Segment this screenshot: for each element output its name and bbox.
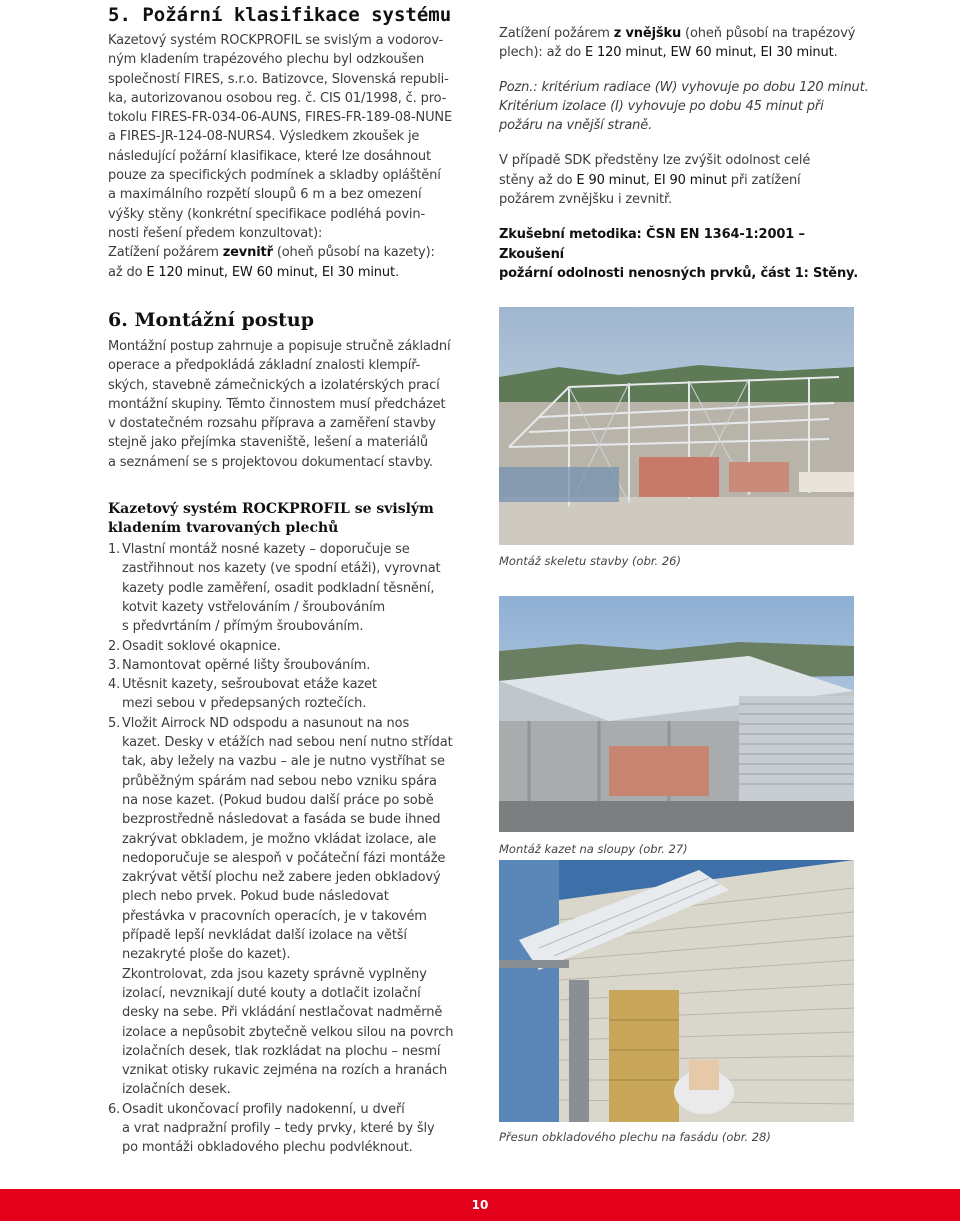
list-item: 6. Osadit ukončovací profily nadokenní, u dveří a vrat nadpražní profily – tedy prvky, které by šly po montáži obkladového plechu podvléknout.: [108, 1101, 435, 1156]
list-item: 3. Namontovat opěrné lišty šroubováním.: [108, 657, 371, 673]
sdk-note: V případě SDK předstěny lze zvýšit odolnost celé stěny až do E 90 minut, EI 90 minut při zatížení požárem zvnějšku i zevnitř.: [499, 153, 811, 208]
photo-steel-skeleton: [499, 307, 854, 545]
figure-caption-27: Montáž kazet na sloupy (obr. 27): [499, 842, 688, 856]
photo-cassettes: [499, 596, 854, 832]
fire-load-outside: Zatížení požárem z vnějšku (oheň působí na trapézový plech): až do E 120 minut, EW 60 minut, EI 30 minut.: [499, 26, 856, 61]
list-item: 2. Osadit soklové okapnice.: [108, 638, 281, 654]
section5-right: [499, 24, 869, 283]
list-item: 5. Vložit Airrock ND odspodu a nasunout na nos kazet. Desky v etážích nad sebou není nutno střídat tak, aby ležely na vazbu – ale je nutno vystříhat se průběžným spárám nad sebou nebo vzniku spára na nose kazet. (Pokud budou další práce po sobě bezprostředně následovat a fasáda se bude ihned zakrývat obkladem, je možno vkládat izolace, ale nedoporučuje se alespoň v počáteční fázi montáže zakrývat větší plochu než zabere jeden obkladový plech nebo prvek. Pokud bude následovat přestávka v pracovních operacích, je v takovém případě lepší nevkládat další izolace na větší nezakryté ploše do kazet). Zkontrolovat, zda jsou kazety správně vyplněny izolací, nevznikají duté kouty a dotlačit izolační desky na sebe. Při vkládání nestlačovat nadměrně izolace a nepůsobit zbytečně velkou silou na povrch izolačních desek, tlak rozkládat na plochu – nesmí vznikat otisky rukavic zejména na rozích a hranách izolačních desek.: [108, 715, 454, 1098]
section6-left: [108, 309, 488, 1158]
test-method: Zkušební metodika: ČSN EN 1364-1:2001 – Zkoušení požární odolnosti nenosných prvků, část 1: Stěny.: [499, 227, 858, 281]
section5-title: 5. Požární klasifikace systému: [108, 4, 452, 26]
section5-left: [108, 4, 483, 282]
section6-subtitle: Kazetový systém ROCKPROFIL se svislým kladením tvarovaných plechů: [108, 501, 434, 537]
list-item: 1. Vlastní montáž nosné kazety – doporučuje se zastřihnout nos kazety (ve spodní etáži), vyrovnat kazety podle zaměření, osadit podkladní těsnění, kotvit kazety vstřelováním / šroubováním s předvrtáním / přímým šroubováním.: [108, 542, 441, 635]
note-criteria: Pozn.: kritérium radiace (W) vyhovuje po dobu 120 minut. Kritérium izolace (I) vyhovuje po dobu 45 minut při požáru na vnější straně.: [499, 79, 869, 134]
page-number: 10: [471, 1198, 489, 1212]
section5-intro: Kazetový systém ROCKPROFIL se svislým a vodorov- ným kladením trapézového plechu byl odzkoušen společností FIRES, s.r.o. Batizovce, Slovenská republi- ka, autorizovanou osobou reg. č. CIS 01/1998, č. pro- tokolu FIRES-FR-034-06-AUNS, FIRES-FR-189-08-NUNE a FIRES-JR-124-08-NURS4. Výsledkem zkoušek je následující požární klasifikace, které lze dosáhnout pouze za specifických podmínek a skladby opláštění a maximálního rozpětí sloupů 6 m a bez omezení výšky stěny (konkrétní specifikace podléhá povin- nosti řešení předem konzultovat): Zatížení požárem zevnitř (oheň působí na kazety): až do E 120 minut, EW 60 minut, EI 30 minut.: [108, 31, 483, 282]
list-item: 4. Utěsnit kazety, sešroubovat etáže kazet mezi sebou v předepsaných roztečích.: [108, 677, 377, 712]
steps-list: [108, 540, 488, 1158]
figure-caption-28: Přesun obkladového plechu na fasádu (obr. 28): [499, 1130, 771, 1144]
section6-intro: Montážní postup zahrnuje a popisuje stručně základní operace a předpokládá základní znalosti klempíř- ských, stavebně zámečnických a izolatérských prací montážní skupiny. Těmto činnostem musí předcházet v dostatečném rozsahu příprava a zaměření stavby stejně jako přejímka staveniště, lešení a materiálů a seznámení se s projektovou dokumentací stavby.: [108, 339, 451, 470]
fire-load-inside-value: až do E 120 minut, EW 60 minut, EI 30 minut.: [108, 264, 399, 280]
figure-caption-26: Montáž skeletu stavby (obr. 26): [499, 554, 681, 568]
fire-load-inside: Zatížení požárem zevnitř (oheň působí na kazety):: [108, 245, 435, 261]
section6-title: 6. Montážní postup: [108, 309, 315, 331]
photo-cladding-transfer: [499, 860, 854, 1122]
